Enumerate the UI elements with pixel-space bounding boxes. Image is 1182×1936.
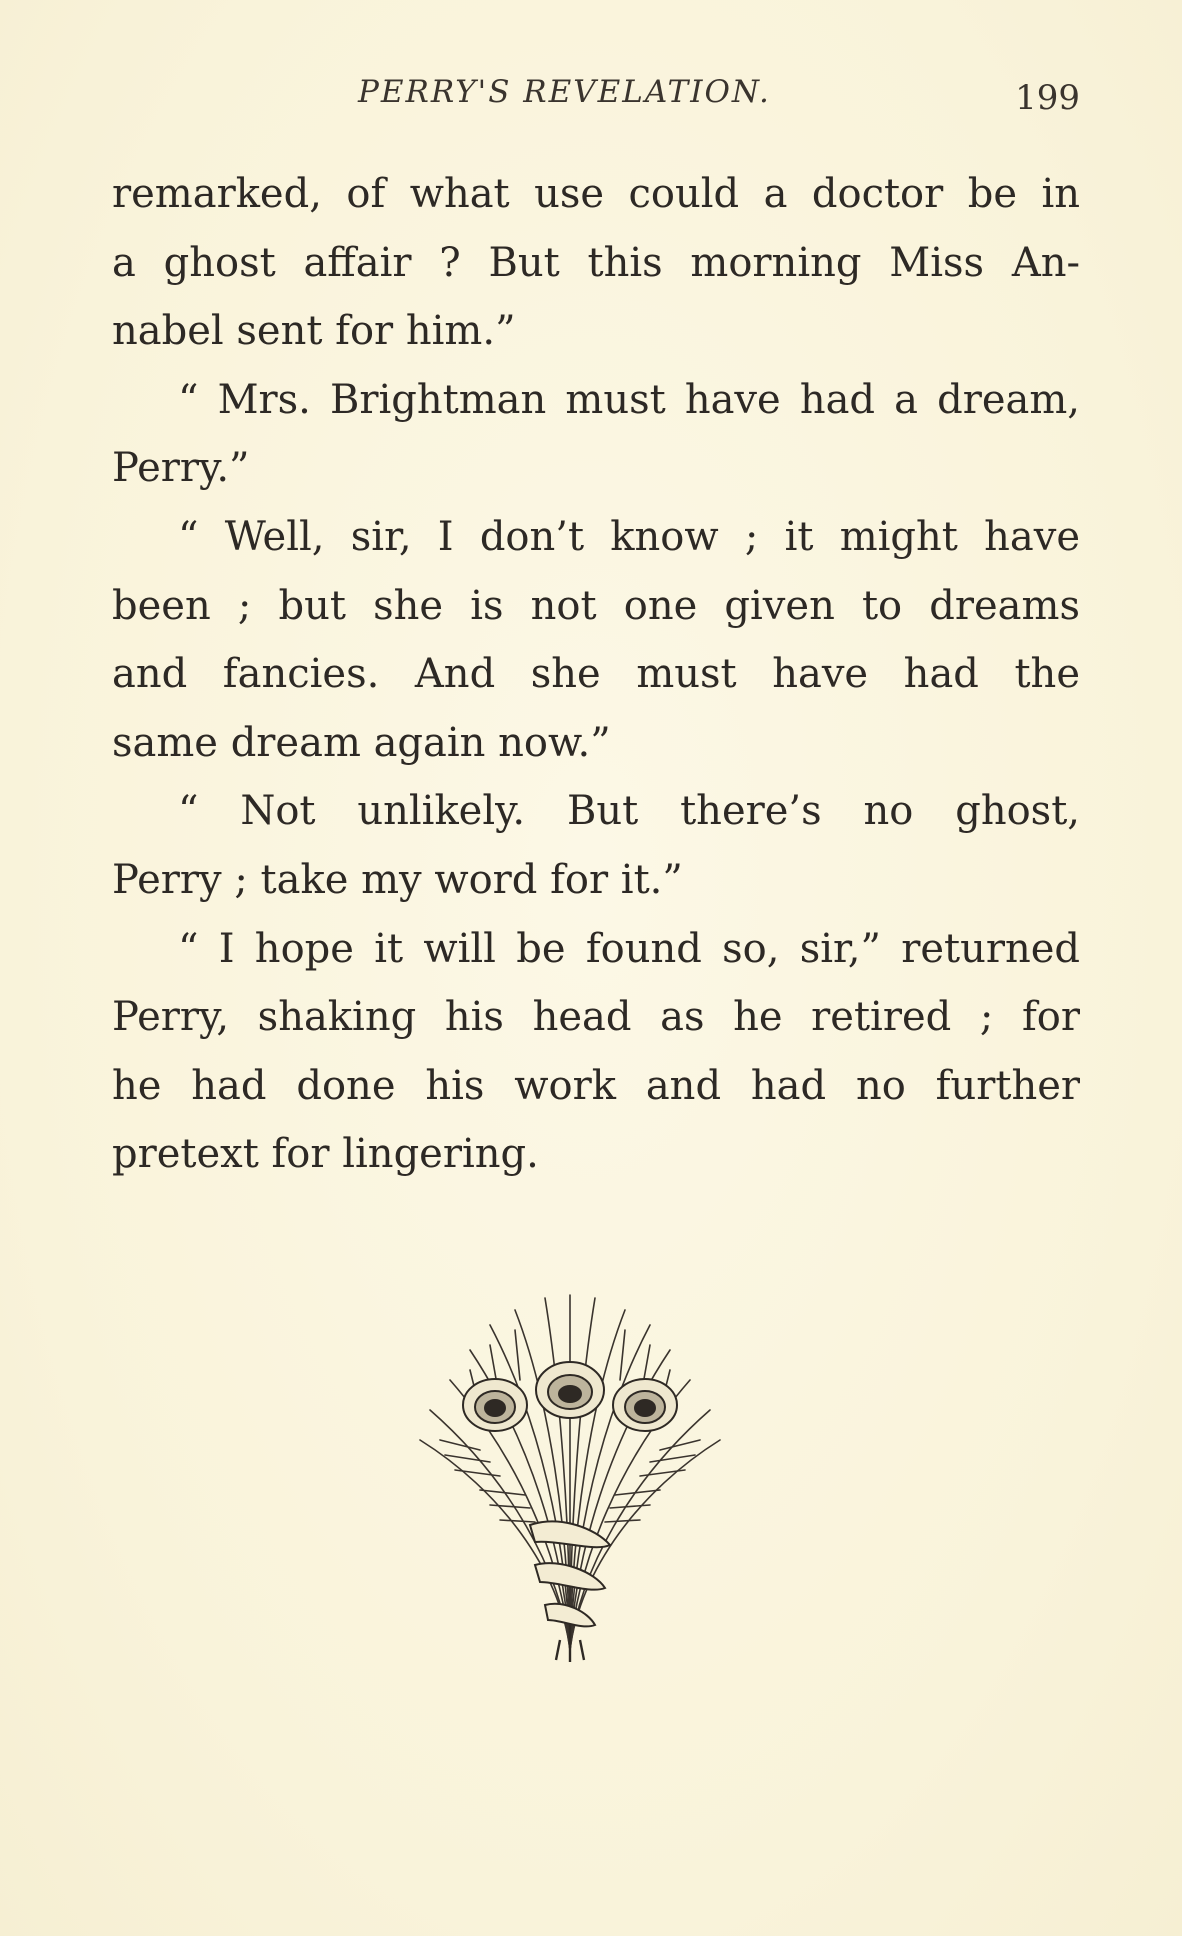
text-line: remarked, of what use could a doctor be in — [112, 171, 1080, 217]
text-line: nabel sent for him.” — [112, 308, 516, 355]
text-line: Perry ; take my word for it.” — [112, 856, 683, 903]
text-line: pretext for lingering. — [112, 1131, 539, 1178]
text-line: “ I hope it will be found so, sir,” returned — [178, 925, 1080, 972]
peacock-feather-tailpiece-icon — [410, 1290, 730, 1670]
text-line: a ghost affair ? But this morning Miss An- — [112, 239, 1080, 286]
text-line: Perry, shaking his head as he retired ; for — [112, 994, 1080, 1041]
text-line: he had done his work and had no further — [112, 1062, 1080, 1109]
running-title: PERRY'S REVELATION. — [358, 74, 771, 110]
text-line: “ Not unlikely. But there’s no ghost, — [178, 788, 1080, 835]
text-line: Perry.” — [112, 445, 250, 492]
body-text — [112, 160, 1080, 1189]
text-line: “ Well, sir, I don’t know ; it might have — [178, 513, 1080, 560]
text-line: and fancies. And she must have had the — [112, 651, 1080, 698]
text-line: same dream again now.” — [112, 719, 611, 766]
text-line: been ; but she is not one given to dreams — [112, 582, 1080, 629]
page-number: 199 — [1015, 78, 1080, 118]
text-line: “ Mrs. Brightman must have had a dream, — [178, 376, 1080, 423]
